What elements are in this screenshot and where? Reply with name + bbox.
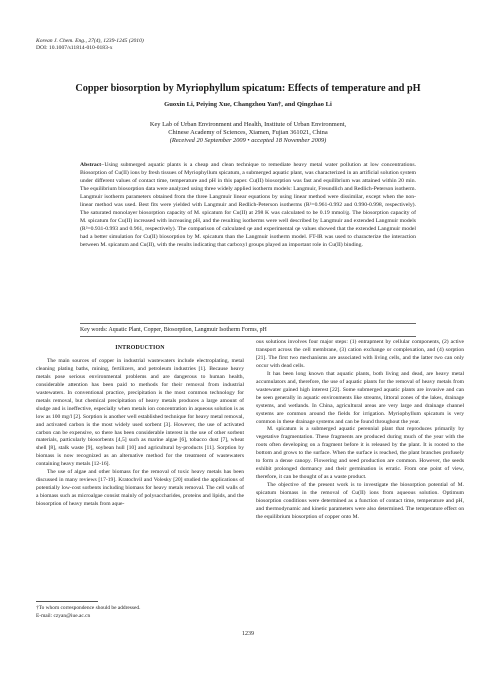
intro-paragraph: ous solutions involves four major steps: (1) entrapment by cellular components, (2) active transport across the cell membrane, (3) cation exchange or complexation, and (4) sorption [21]. The first two mechanisms are associated with living cells, and the latter two can only occur with dead cells. <box>256 339 464 369</box>
footnote-email: E-mail: czyan@iue.ac.cn <box>36 612 91 619</box>
intro-paragraph: The use of algae and other biomass for the removal of toxic heavy metals has been discussed in many reviews [17-19]. Kratochvil and Volesky [20] studied the applications of potentially low-cost sorbents including biomass for heavy metals removal. The cell walls of a biomass such as microalgae consist mainly of polysaccharides, proteins and lipids, and the biosorption of heavy metals from aque- <box>36 469 244 508</box>
received-dates: (Received 20 September 2009 • accepted 18 November 2009) <box>169 137 327 145</box>
keywords: Key words: Aquatic Plant, Copper, Biosorption, Langmuir Isotherm Forms, pH <box>80 327 267 333</box>
footnote-rule <box>36 601 98 602</box>
abstract-lead: Abstract <box>80 162 102 168</box>
footnote-correspondence: †To whom correspondence should be addressed. <box>36 605 141 611</box>
intro-paragraph: It has been long known that aquatic plants, both living and dead, are heavy metal accumulators and, therefore, the use of aquatic plants for the removal of heavy metals from wastewater gained high interest [22]. Some submerged aquatic plants are invasive and can be seen generally in aquatic environments like streams, littoral zones of the lakes, drainage systems, and wetlands. In China, agricultural areas are very large and drainage channel systems are common around the fields for irrigation. Myriophyllum spicatum is very common in these drainage systems and can be found throughout the year. <box>256 370 464 425</box>
abstract <box>80 161 416 250</box>
footnote <box>36 605 140 620</box>
journal-header <box>36 38 144 53</box>
section-heading-introduction: INTRODUCTION <box>115 345 165 351</box>
intro-paragraph: M. spicatum is a submerged aquatic perennial plant that reproduces primarily by vegetative fragmentation. These fragments are produced during much of the year with the roots often developing on a fragment before it is released by the plant. It is rooted to the bottom and grows to the surface. When the surface is reached, the plant branches profusely to form a dense canopy. Flowering and seed production are common. However, the seeds exhibit prolonged dormancy and their germination is erratic. From one point of view, therefore, it can be thought of as a waste product. <box>256 426 464 481</box>
keywords-rule <box>80 323 416 324</box>
journal-citation: Korean J. Chem. Eng., 27(4), 1239-1245 (2010) <box>36 38 144 44</box>
affiliation-line-1: Key Lab of Urban Environment and Health, Institute of Urban Environment, <box>149 121 347 128</box>
paper-authors: Guoxin Li, Peiying Xue, Changzhou Yan†, and Qingzhao Li <box>164 101 332 108</box>
paper-title: Copper biosorption by Myriophyllum spicatum: Effects of temperature and pH <box>75 83 421 94</box>
abstract-text: −Using submerged aquatic plants is a cheap and clean technique to remediate heavy metal water pollution at low concentrations. Biosorption of Cu(II) ions by fresh tissues of Myriophyllum spicatum, a submerged aquatic plant, was characterized in an artificial solution system under different values of contact time, temperature and pH in this paper. Cu(II) biosorption was fast and equilibrium was attained within 20 min. The equilibrium biosorption data were analyzed using three widely applied isotherm models: Langmuir, Freundlich and Redlich-Peterson isotherm. Langmuir isotherm parameters obtained from the three Langmuir linear equations by using linear method were dissimilar, except when the non-linear method was used. Best fits were yielded with Langmuir and Redlich-Peterson isotherms (R²=0.961-0.992 and 0.990-0.998, respectively). The saturated monolayer biosorption capacity of M. spicatum for Cu(II) at 298 K was calculated to be 0.19 mmol/g. The biosorption capacity of M. spicatum for Cu(II) increased with increasing pH, and the resulting isotherms were well described by Langmuir and extended Langmuir models (R²=0.931-0.993 and 0.961, respectively). The comparison of calculated qe and experimental qe values showed that the extended Langmuir model had a better simulation for Cu(II) biosorption by M. spicatum than the Langmuir isotherm model. FT-IR was used to characterize the interaction between M. spicatum and Cu(II), with the results indicating that carboxyl groups played an important role in Cu(II) binding. <box>80 162 416 249</box>
left-column <box>36 345 244 509</box>
right-column <box>256 339 464 522</box>
page-number: 1239 <box>242 631 254 637</box>
journal-doi: DOI: 10.1007/s11814-010-0183-x <box>36 45 113 52</box>
keywords-rule-bottom <box>80 336 416 337</box>
affiliation <box>40 121 456 146</box>
intro-paragraph: The objective of the present work is to investigate the biosorption potential of M. spicatum biomass in the removal of Cu(II) ions from aqueous solution. Optimum biosorption conditions were determined as a function of contact time, temperature and pH, and thermodynamic and kinetic parameters were also determined. The temperature effect on the equilibrium biosorption of copper onto M. <box>256 482 464 520</box>
affiliation-line-2: Chinese Academy of Sciences, Xiamen, Fujian 361021, China <box>168 129 328 137</box>
intro-paragraph: The main sources of copper in industrial wastewaters include electroplating, metal cleaning plating baths, mining, fertilizers, and petroleum industries [1]. Because heavy metals pose serious environmental problems and are dangerous to human health, considerable attention has been paid to methods for their removal from industrial wastewaters. In conventional practice, precipitation is the most common technology for metals removal, but chemical precipitation of heavy metals produces a large amount of sludge and is ineffective, especially when metals ion concentration in aqueous solution is as low as 100 mg/l [2]. Sorption is another well established technique for heavy metal removal, and activated carbon is the most widely used sorbent [3]. However, the use of activated carbon can be expensive, so there has been considerable interest in the use of other sorbent materials, particularly biosorbents [4,5] such as marine algae [6], tobacco dust [7], wheat shell [8], stalk waste [9], soybean hull [10] and agricultural by-products [11]. Sorption by biomass is now recognized as an alternative method for the treatment of wastewaters containing heavy metals [12-16]. <box>36 357 244 468</box>
